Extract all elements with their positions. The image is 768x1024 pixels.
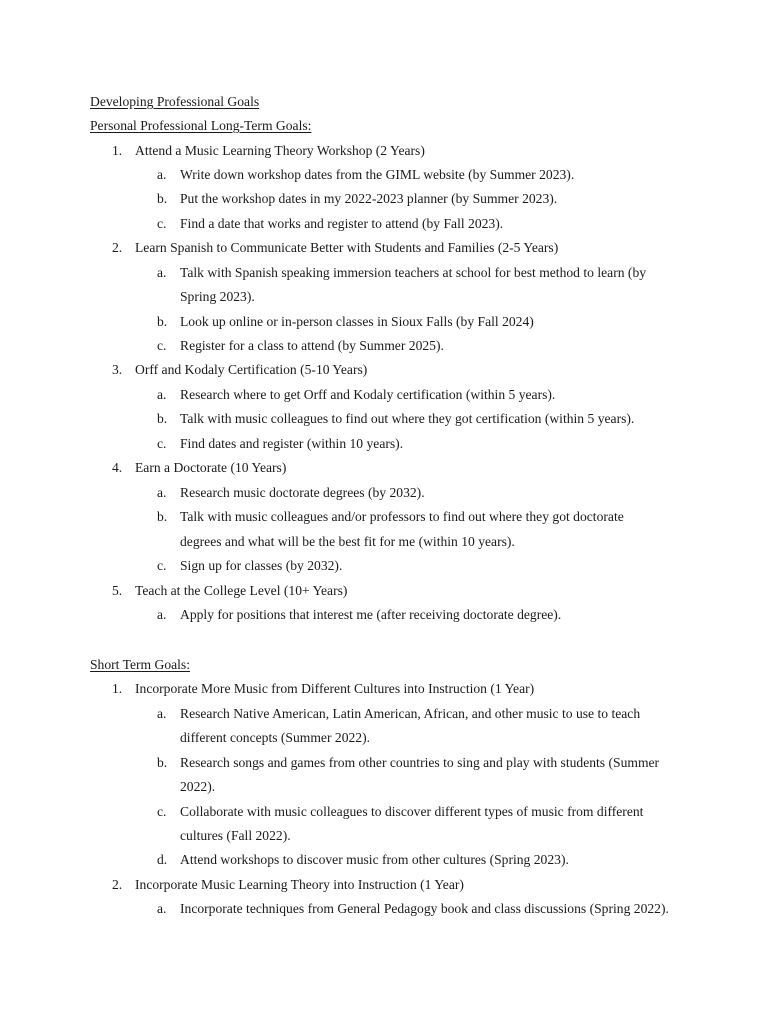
subgoal-text: Find dates and register (within 10 years). — [180, 436, 404, 451]
subgoal-continuation: Spring 2023). — [180, 289, 255, 304]
list-letter: c. — [157, 216, 167, 231]
goal-text: Incorporate Music Learning Theory into Instruction (1 Year) — [135, 877, 464, 892]
short-term-heading: Short Term Goals: — [90, 657, 190, 672]
subgoal-continuation: different concepts (Summer 2022). — [180, 730, 371, 745]
subgoal-text: Talk with music colleagues and/or professors to find out where they got doctorate — [180, 509, 624, 524]
list-letter: b. — [157, 509, 168, 524]
subgoal-text: Attend workshops to discover music from other cultures (Spring 2023). — [180, 852, 569, 867]
subgoal-text: Research songs and games from other countries to sing and play with students (Summer — [180, 755, 660, 770]
list-letter: a. — [157, 485, 167, 500]
subgoal-text: Look up online or in-person classes in Sioux Falls (by Fall 2024) — [180, 314, 534, 329]
goal-text: Attend a Music Learning Theory Workshop (2 Years) — [135, 143, 425, 158]
subgoal-text: Research Native American, Latin American, African, and other music to use to teach — [180, 706, 641, 721]
list-letter: b. — [157, 191, 168, 206]
subgoal-text: Register for a class to attend (by Summer 2025). — [180, 338, 444, 353]
long-term-heading: Personal Professional Long-Term Goals: — [90, 118, 312, 133]
list-number: 4. — [112, 460, 123, 475]
list-letter: b. — [157, 314, 168, 329]
list-number: 3. — [112, 362, 123, 377]
list-letter: c. — [157, 436, 167, 451]
list-number: 1. — [112, 681, 123, 696]
list-number: 5. — [112, 583, 123, 598]
subgoal-text: Write down workshop dates from the GIML website (by Summer 2023). — [180, 167, 575, 182]
goal-text: Earn a Doctorate (10 Years) — [135, 460, 287, 475]
goal-text: Orff and Kodaly Certification (5-10 Years) — [135, 362, 368, 377]
document-title: Developing Professional Goals — [90, 94, 260, 109]
subgoal-continuation: cultures (Fall 2022). — [180, 828, 291, 843]
subgoal-text: Put the workshop dates in my 2022-2023 planner (by Summer 2023). — [180, 191, 558, 206]
list-letter: a. — [157, 706, 167, 721]
list-letter: b. — [157, 411, 168, 426]
subgoal-text: Talk with music colleagues to find out where they got certification (within 5 years). — [180, 411, 635, 426]
list-number: 2. — [112, 877, 123, 892]
subgoal-continuation: degrees and what will be the best fit for me (within 10 years). — [180, 534, 515, 549]
list-letter: d. — [157, 852, 168, 867]
subgoal-text: Talk with Spanish speaking immersion teachers at school for best method to learn (by — [180, 265, 647, 280]
subgoal-continuation: 2022). — [180, 779, 216, 794]
list-letter: a. — [157, 167, 167, 182]
subgoal-text: Apply for positions that interest me (after receiving doctorate degree). — [180, 607, 562, 622]
list-letter: c. — [157, 338, 167, 353]
subgoal-text: Find a date that works and register to attend (by Fall 2023). — [180, 216, 504, 231]
list-letter: c. — [157, 558, 167, 573]
goal-text: Incorporate More Music from Different Cultures into Instruction (1 Year) — [135, 681, 535, 696]
list-letter: a. — [157, 265, 167, 280]
list-letter: a. — [157, 901, 167, 916]
list-letter: a. — [157, 387, 167, 402]
list-letter: c. — [157, 804, 167, 819]
subgoal-text: Research music doctorate degrees (by 2032). — [180, 485, 425, 500]
subgoal-text: Research where to get Orff and Kodaly certification (within 5 years). — [180, 387, 556, 402]
list-number: 2. — [112, 240, 123, 255]
subgoal-text: Incorporate techniques from General Pedagogy book and class discussions (Spring 2022). — [180, 901, 669, 916]
list-letter: a. — [157, 607, 167, 622]
goal-text: Teach at the College Level (10+ Years) — [135, 583, 348, 598]
goal-text: Learn Spanish to Communicate Better with Students and Families (2-5 Years) — [135, 240, 559, 255]
subgoal-text: Collaborate with music colleagues to discover different types of music from different — [180, 804, 644, 819]
list-letter: b. — [157, 755, 168, 770]
subgoal-text: Sign up for classes (by 2032). — [180, 558, 343, 573]
list-number: 1. — [112, 143, 123, 158]
